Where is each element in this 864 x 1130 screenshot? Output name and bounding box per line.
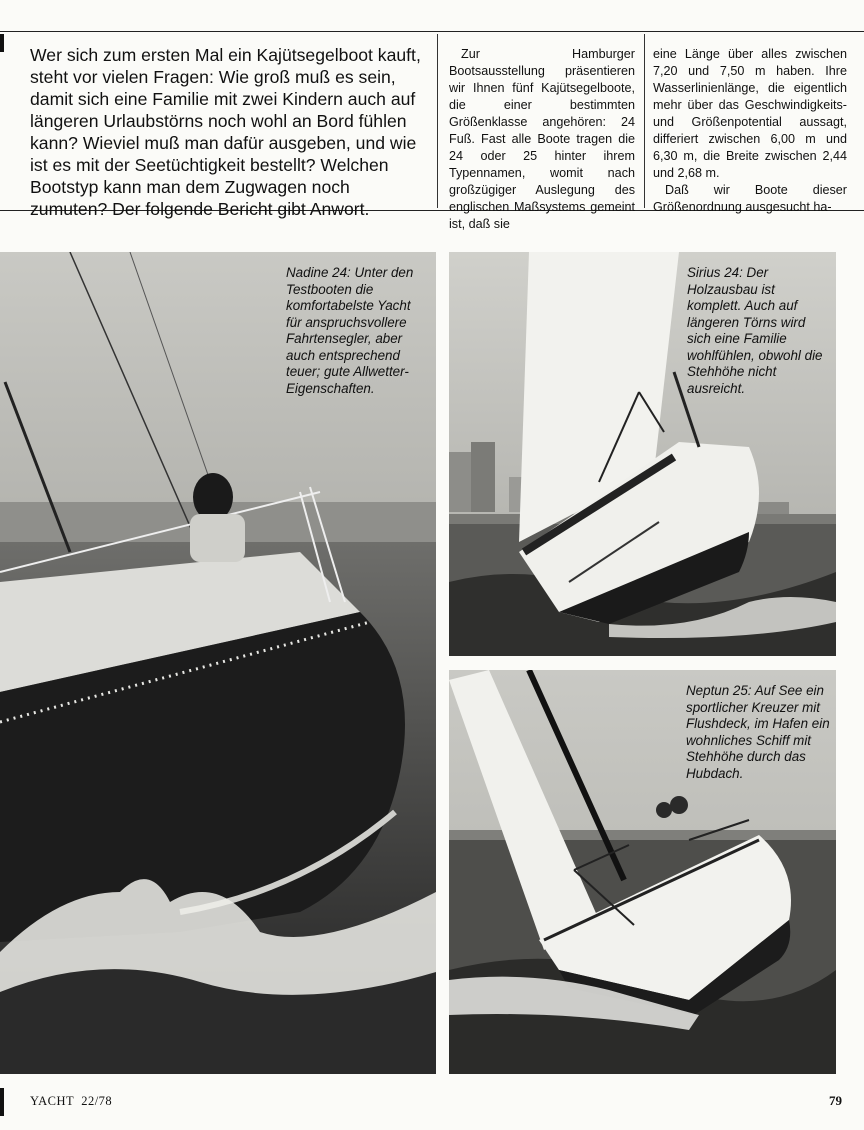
footer-magazine-issue: YACHT 22/78 xyxy=(30,1094,113,1108)
article-column-2-para-1: eine Länge über alles zwischen 7,20 und 7,50 m haben. Ihre Wasserlinienlänge, die eigentlich mehr über das Geschwindigkeits- und Größenpotential aussagt, differiert zwischen 6,00 m und 6,30 m, die Breite zwischen 2,44 und 2,68 m. xyxy=(653,47,847,180)
page-edge-mark xyxy=(0,34,4,52)
page-number: 79 xyxy=(829,1093,842,1108)
photo-neptun-25 xyxy=(449,670,836,1074)
top-rule xyxy=(0,31,864,32)
photo-sirius-24 xyxy=(449,252,836,656)
caption-neptun-25: Neptun 25: Auf See ein sportlicher Kreuzer mit Flushdeck, im Hafen ein wohnliches Schiff mit Stehhöhe durch das Hubdach. xyxy=(686,683,830,781)
intro-text: Wer sich zum ersten Mal ein Kajütsegelboot kauft, steht vor vielen Fragen: Wie groß muß es sein, damit sich eine Familie mit zwei Kindern auch auf längeren Urlaubstörns noch wohl an Bord fühlen kann? Wieviel muß man dafür ausgeben, und wie ist es mit der Seetüchtigkeit bestellt? Welchen Bootstyp kann man dem Zugwagen noch zumuten? Der folgende Bericht gibt Anwort. xyxy=(30,45,421,219)
article-column-1-text: Zur Hamburger Bootsausstellung präsentieren wir Ihnen fünf Kajütsegelboote, die einer bestimmten Größenklasse angehören: 24 Fuß. Fast alle Boote tragen die 24 oder 25 hinter ihrem Typennamen, womit nach großzügiger Auslegung des englischen Maßsystems gemeint ist, daß sie xyxy=(449,47,635,231)
photo-nadine-24 xyxy=(0,252,436,1074)
column-divider-2 xyxy=(644,34,645,208)
article-column-2-para-2: Daß wir Boote dieser Größenordnung ausgesucht ha- xyxy=(653,183,847,214)
article-column-2 xyxy=(653,46,847,216)
caption-sirius-24: Sirius 24: Der Holzausbau ist komplett. Auch auf längeren Törns wird sich eine Familie wohlfühlen, obwohl die Stehhöhe nicht ausreicht. xyxy=(687,265,823,396)
column-divider-1 xyxy=(437,34,438,208)
caption-nadine-24: Nadine 24: Unter den Testbooten die komfortabelste Yacht für anspruchsvollere Fahrtensegler, aber auch entsprechend teuer; gute Allwetter-Eigenschaften. xyxy=(286,265,414,396)
page-edge-mark-bottom xyxy=(0,1088,4,1116)
article-column-1 xyxy=(449,46,635,233)
